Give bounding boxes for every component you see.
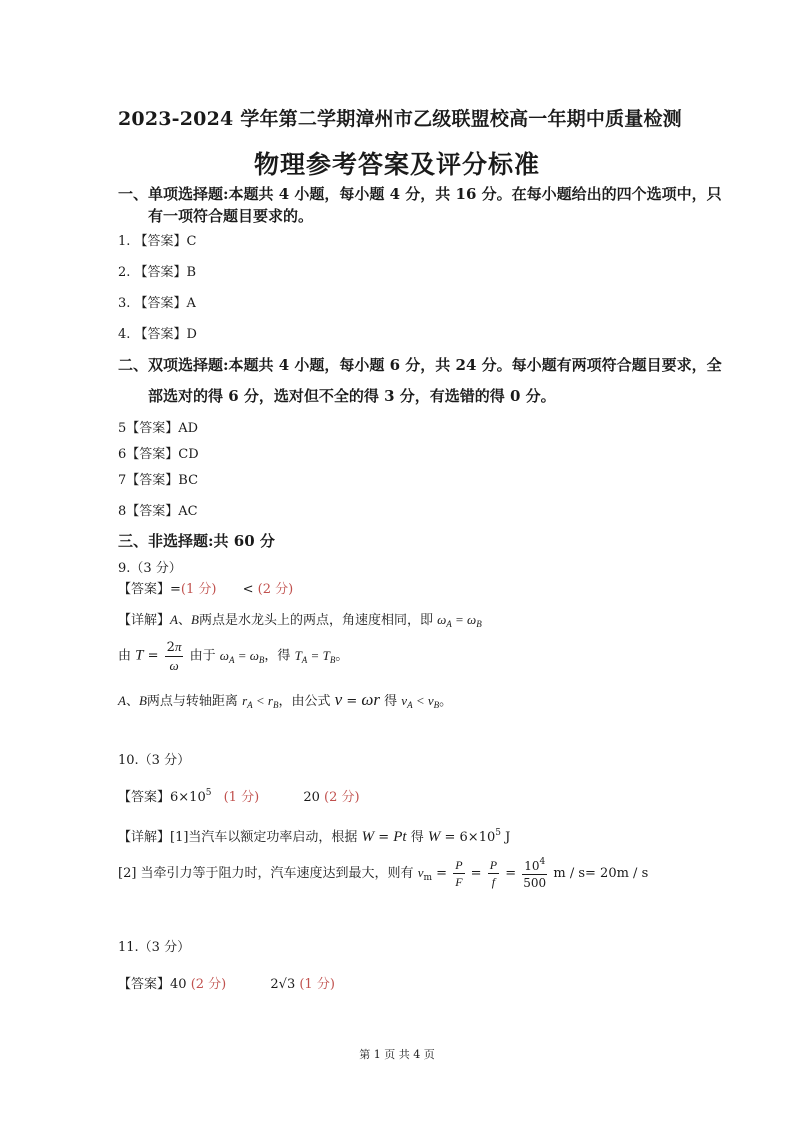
answer-item: 1. 【答案】C xyxy=(118,234,197,249)
score-note: (1 分) xyxy=(299,977,335,992)
detail-line: [2] 当牵引力等于阻力时，汽车速度达到最大，则有 $v_m$ = $\frac{P}{F}$ = $\frac{P}{f}$ = $\frac{10^4}{500}$ m / s= 20m / s xyxy=(118,857,649,890)
formula: $\omega_A = \omega_B$ xyxy=(437,612,482,629)
section2-heading-line2: 部选对的得 6 分，选对但不全的得 3 分，有选错的得 0 分。 xyxy=(148,387,556,405)
detail-line: 由 T = $\frac{2\pi}{\omega}$ 由于 $\omega_A = \omega_B$，得 $T_A = T_B$。 xyxy=(118,639,349,673)
question-label: 11.（3 分） xyxy=(118,940,191,955)
section1-heading-line1: 一、单项选择题:本题共 4 小题，每小题 4 分，共 16 分。在每小题给出的四个选项中，只 xyxy=(118,185,722,203)
section3-heading: 三、非选择题:共 60 分 xyxy=(118,532,275,550)
score-note: (2 分) xyxy=(190,977,227,992)
section2-heading-line1: 二、双项选择题:本题共 4 小题，每小题 6 分，共 24 分。每小题有两项符合题目要求，全 xyxy=(118,356,722,374)
score-note: (2 分) xyxy=(257,582,294,597)
fraction: $\frac{P}{f}$ xyxy=(489,858,498,889)
answer-line: 【答案】=(1 分) < (2 分) xyxy=(118,582,294,597)
section1-heading-line2: 有一项符合题目要求的。 xyxy=(148,207,314,225)
score-note: (1 分) xyxy=(180,582,217,597)
question-label: 9.（3 分） xyxy=(118,561,182,576)
question-label: 10.（3 分） xyxy=(118,753,191,768)
answer-item: 8【答案】AC xyxy=(118,504,198,519)
score-note: (1 分) xyxy=(223,790,260,805)
detail-line: 【详解】[1]当汽车以额定功率启动，根据 W = Pt 得 $W = 6\times 10^5$ J xyxy=(118,828,511,845)
fraction: $\frac{2\pi}{\omega}$ xyxy=(166,639,182,673)
document-title: 物理参考答案及评分标准 xyxy=(253,150,540,179)
answer-item: 4. 【答案】D xyxy=(118,327,197,342)
detail-line: A、B两点与转轴距离 $r_A < r_B$，由公式 v = ωr 得 $v_A < v_B$。 xyxy=(118,690,453,710)
answer-item: 3. 【答案】A xyxy=(118,296,196,311)
answer-item: 2. 【答案】B xyxy=(118,265,197,280)
answer-item: 7【答案】BC xyxy=(118,473,199,488)
fraction: $\frac{10^4}{500}$ xyxy=(523,857,547,890)
answer-line: 【答案】40 (2 分) 2√3 (1 分) xyxy=(118,977,335,992)
detail-line: 【详解】A、B两点是水龙头上的两点，角速度相同，即 $\omega_A = \omega_B$ xyxy=(118,612,482,629)
score-note: (2 分) xyxy=(324,790,360,805)
answer-item: 6【答案】CD xyxy=(118,447,199,462)
answer-line: 【答案】$6\times 10^5$ (1 分) 20 (2 分) xyxy=(118,788,360,805)
answer-item: 5【答案】AD xyxy=(118,421,199,436)
exam-title: 2023-2024 学年第二学期漳州市乙级联盟校高一年期中质量检测 xyxy=(118,108,682,130)
page-number: 第 1 页 共 4 页 xyxy=(359,1048,435,1061)
fraction: $\frac{P}{F}$ xyxy=(455,858,463,889)
